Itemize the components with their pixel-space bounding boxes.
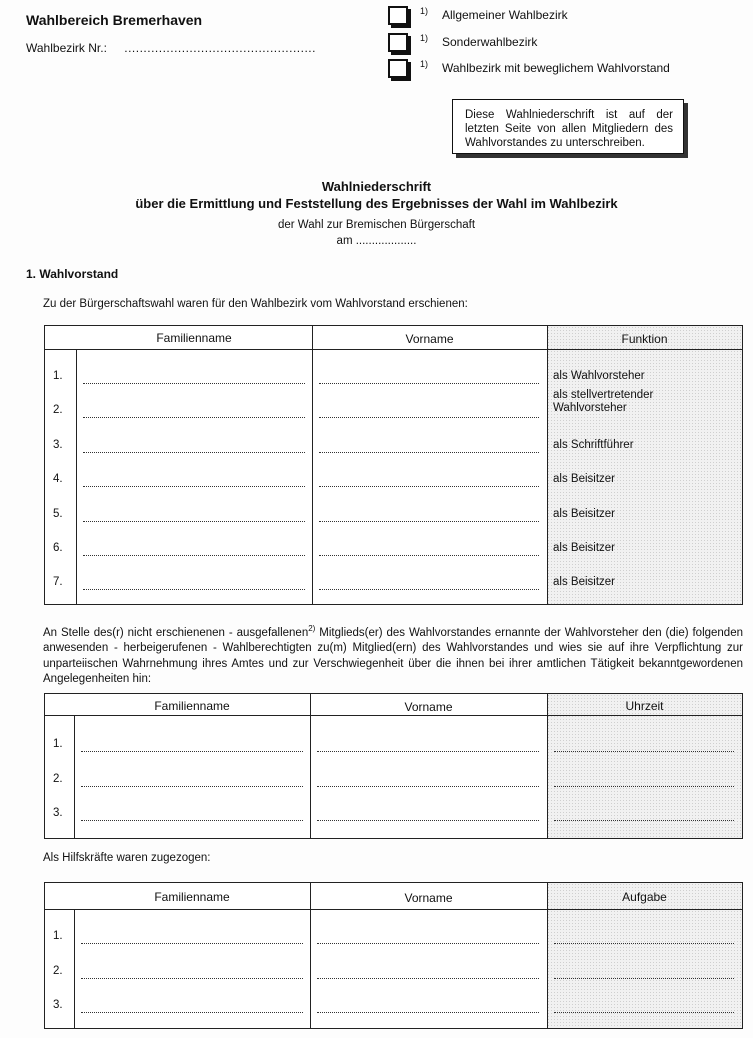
footnote-marker: 1): [420, 59, 429, 69]
signature-notice-box: Diese Wahlniederschrift ist auf der letzten Seite von allen Mitgliedern des Wahlvorstandes zu unterschreiben.: [452, 99, 684, 154]
family-name-blank[interactable]: [81, 750, 303, 752]
header-first-name: Vorname: [404, 891, 453, 905]
checkbox-general-district[interactable]: [388, 5, 568, 25]
family-name-blank[interactable]: [83, 588, 305, 590]
third-column-blank[interactable]: [554, 977, 734, 979]
checkbox-box[interactable]: [388, 59, 408, 78]
row-number: 5.: [53, 507, 63, 520]
family-name-blank[interactable]: [81, 819, 303, 821]
family-name-blank[interactable]: [83, 382, 305, 384]
replacement-paragraph: [43, 621, 743, 688]
footnote-marker: 1): [420, 33, 429, 43]
function-label: als Beisitzer: [553, 473, 615, 486]
column-divider: [76, 349, 77, 604]
header-family-name: Familienname: [154, 890, 230, 904]
family-name-blank[interactable]: [83, 485, 305, 487]
column-divider: [547, 694, 548, 838]
checkbox-special-district[interactable]: [388, 32, 537, 52]
row-number: 2.: [53, 964, 63, 977]
footnote-marker: 1): [420, 6, 429, 16]
first-name-blank[interactable]: [317, 1011, 539, 1013]
checkbox-label: Wahlbezirk mit beweglichem Wahlvorstand: [442, 61, 670, 75]
function-label: als Schriftführer: [553, 438, 634, 451]
checkbox-label: Allgemeiner Wahlbezirk: [442, 8, 568, 22]
replacement-members-table: [44, 693, 743, 839]
election-date-field[interactable]: am ...................: [336, 235, 417, 247]
third-column-blank[interactable]: [554, 750, 734, 752]
family-name-blank[interactable]: [83, 520, 305, 522]
row-number: 3.: [53, 999, 63, 1011]
family-name-blank[interactable]: [83, 416, 305, 418]
row-number: 2.: [53, 404, 63, 417]
board-intro-text: Zu der Bürgerschaftswahl waren für den Wahlbezirk vom Wahlvorstand erschienen:: [43, 298, 468, 310]
header-family-name: Familienname: [156, 331, 232, 345]
checkbox-box[interactable]: [388, 6, 408, 25]
family-name-blank[interactable]: [83, 451, 305, 453]
checkbox-box[interactable]: [388, 33, 408, 52]
first-name-blank[interactable]: [317, 750, 539, 752]
document-title: Wahlniederschrift: [321, 179, 432, 194]
header-first-name: Vorname: [404, 700, 453, 714]
family-name-blank[interactable]: [81, 942, 303, 944]
helpers-intro-text: Als Hilfskräfte waren zugezogen:: [43, 852, 211, 864]
row-number: 4.: [53, 473, 63, 486]
row-number: 1.: [53, 738, 63, 750]
row-number: 6.: [53, 542, 63, 554]
first-name-blank[interactable]: [319, 520, 539, 522]
footnote-marker: 2): [308, 624, 316, 633]
header-function: Funktion: [621, 332, 668, 346]
function-label: als Beisitzer: [553, 507, 615, 520]
family-name-blank[interactable]: [81, 977, 303, 979]
document-subtitle: über die Ermittlung und Feststellung des Ergebnisses der Wahl im Wahlbezirk: [135, 196, 618, 211]
first-name-blank[interactable]: [317, 977, 539, 979]
function-label: als Wahlvorsteher: [553, 370, 645, 382]
replacement-text-start: An Stelle des(r) nicht erschienenen - ausgefallenen: [43, 626, 309, 639]
row-number: 1.: [53, 370, 63, 382]
family-name-blank[interactable]: [83, 554, 305, 556]
first-name-blank[interactable]: [317, 785, 539, 787]
first-name-blank[interactable]: [319, 554, 539, 556]
row-number: 2.: [53, 772, 63, 785]
third-column-blank[interactable]: [554, 1011, 734, 1013]
row-number: 3.: [53, 807, 63, 819]
checkbox-mobile-board-district[interactable]: [388, 58, 670, 78]
first-name-blank[interactable]: [319, 451, 539, 453]
column-divider: [74, 909, 75, 1028]
header-time: Uhrzeit: [625, 699, 664, 713]
first-name-blank[interactable]: [319, 382, 539, 384]
board-members-table: [44, 325, 743, 605]
family-name-blank[interactable]: [81, 1011, 303, 1013]
function-label: als Beisitzer: [553, 576, 615, 589]
row-number: 1.: [53, 930, 63, 942]
election-area-title: Wahlbereich Bremerhaven: [26, 12, 203, 28]
district-number-field[interactable]: [26, 41, 316, 55]
checkbox-label: Sonderwahlbezirk: [442, 35, 538, 49]
helpers-table: [44, 882, 743, 1029]
election-name: der Wahl zur Bremischen Bürgerschaft: [277, 219, 476, 231]
header-task: Aufgabe: [622, 890, 667, 904]
row-number: 7.: [53, 576, 63, 589]
column-divider: [312, 326, 313, 604]
third-column-blank[interactable]: [554, 942, 734, 944]
district-number-label: Wahlbezirk Nr.:: [26, 41, 107, 55]
section-heading-board: 1. Wahlvorstand: [26, 267, 119, 281]
header-family-name: Familienname: [154, 699, 230, 713]
column-divider: [547, 883, 548, 1028]
column-divider: [547, 326, 548, 604]
first-name-blank[interactable]: [317, 942, 539, 944]
function-column-shading: [547, 326, 742, 604]
district-number-blank[interactable]: ..................................................: [124, 41, 316, 55]
replacement-text-end: Mitglieds(er) des Wahlvorstandes ernannte der Wahlvorsteher den (die) folgenden anwesenden - herbeigerufenen - Wahlberechtigten zu(m) Mitglied(ern) des Wahlvorstandes und wies sie auf ihre Verpflichtung zur unparteiischen Wahrnehmung ihres Amtes und zur Verschwiegenheit über die ihnen bei ihrer amtlichen Tätigkeit bekanntgewordenen Angelegenheiten hin:: [43, 626, 743, 686]
first-name-blank[interactable]: [317, 819, 539, 821]
function-label: als stellvertretender Wahlvorsteher: [553, 389, 654, 415]
column-divider: [74, 715, 75, 838]
third-column-blank[interactable]: [554, 819, 734, 821]
first-name-blank[interactable]: [319, 588, 539, 590]
first-name-blank[interactable]: [319, 485, 539, 487]
third-column-blank[interactable]: [554, 785, 734, 787]
family-name-blank[interactable]: [81, 785, 303, 787]
column-divider: [310, 694, 311, 838]
row-number: 3.: [53, 438, 63, 451]
header-first-name: Vorname: [405, 332, 454, 346]
first-name-blank[interactable]: [319, 416, 539, 418]
function-label: als Beisitzer: [553, 542, 615, 554]
